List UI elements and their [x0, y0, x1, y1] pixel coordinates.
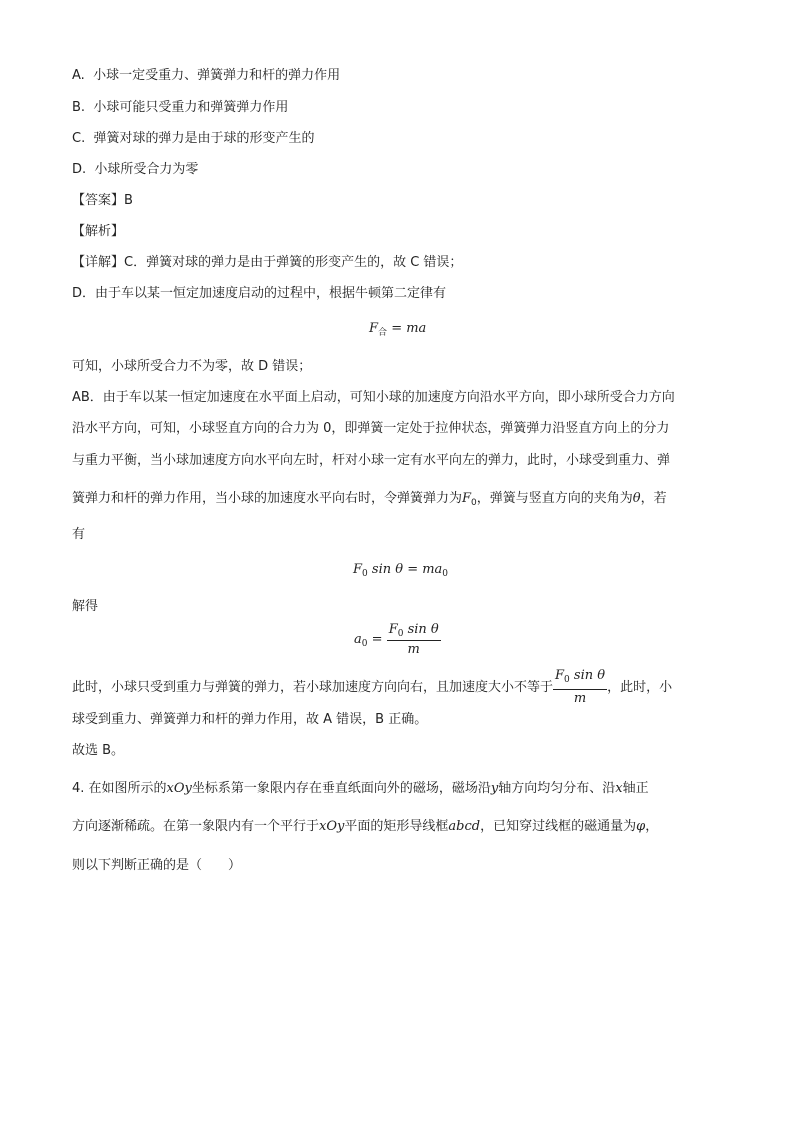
text: 轴正: [622, 781, 649, 796]
option-letter: A.: [72, 68, 85, 83]
y-symbol: y: [490, 781, 499, 796]
ab-text: ，若: [640, 491, 667, 506]
text: 轴方向均匀分布、沿: [498, 781, 616, 796]
detail-line-d: D．由于车以某一恒定加速度启动的过程中，根据牛顿第二定律有: [72, 286, 447, 301]
eq-equals: =: [371, 632, 383, 647]
q4-line-3: 则以下判断正确的是（ ）: [72, 858, 242, 873]
option-text: 小球一定受重力、弹簧弹力和杆的弹力作用: [93, 68, 341, 83]
option-letter: C.: [72, 131, 86, 146]
text: 此时，小球只受到重力与弹簧的弹力，若小球加速度方向向右，且加速度大小不等于: [72, 680, 554, 695]
eq-sub: 0: [442, 569, 449, 579]
ab-line-4: [72, 490, 667, 512]
phi-symbol: φ: [636, 819, 646, 834]
xoy-symbol: xOy: [166, 781, 192, 796]
theta-symbol: θ: [632, 491, 641, 506]
option-a: [72, 67, 340, 85]
ab-line-1: AB．由于车以某一恒定加速度在水平面上启动，可知小球的加速度方向沿水平方向，即小球所受合力方向: [72, 390, 675, 405]
equation-balance: [353, 562, 448, 579]
text: 平面的矩形导线框: [344, 819, 449, 834]
option-letter: D.: [72, 162, 87, 177]
text: ，已知穿过线框的磁通量为: [480, 819, 637, 834]
eq-sub: 0: [564, 675, 570, 685]
xoy-symbol: xOy: [319, 819, 345, 834]
line-after-a0: [72, 668, 672, 707]
q4-line-2: [72, 818, 658, 836]
option-text: 小球所受合力为零: [94, 162, 199, 177]
ab-line-2: 沿水平方向，可知，小球竖直方向的合力为 0，即弹簧一定处于拉伸状态，弹簧弹力沿竖直方向上的分力: [72, 421, 670, 436]
fraction-numerator: [553, 668, 607, 690]
eq-sub: 0: [397, 629, 404, 639]
choose-line: 故选 B。: [72, 743, 125, 758]
detail-text: C．弹簧对球的弹力是由于弹簧的形变产生的，故 C 错误；: [124, 255, 463, 270]
ab-text: 簧弹力和杆的弹力作用，当小球的加速度水平向右时，令弹簧弹力为: [72, 491, 463, 506]
fraction-denominator: m: [573, 691, 587, 706]
text: 4. 在如图所示的: [72, 781, 167, 796]
x-symbol: x: [615, 781, 623, 796]
fraction-denominator: m: [407, 642, 420, 657]
detail-tag: 【详解】: [72, 255, 125, 270]
text: ，此时，小: [607, 680, 673, 695]
inline-fraction: [553, 668, 607, 707]
ab-line-5: 有: [72, 527, 86, 542]
eq-part: sin θ: [569, 668, 606, 683]
eq-fraction: [387, 622, 441, 657]
option-letter: B.: [72, 100, 86, 115]
q4-line-1: [72, 780, 649, 798]
option-c: [72, 130, 315, 148]
equation-a0: [354, 622, 441, 657]
ab-line-3: 与重力平衡，当小球加速度方向水平向左时，杆对小球一定有水平向左的弹力，此时，小球受到重力、弹: [72, 453, 671, 468]
option-b: [72, 99, 288, 117]
analysis-tag: 【解析】: [72, 224, 125, 239]
f0-symbol: F: [462, 491, 472, 506]
eq-part: F: [353, 562, 363, 577]
text: ，: [645, 819, 659, 834]
equation-newton: [369, 321, 426, 338]
abcd-symbol: abcd: [448, 819, 481, 834]
text: 坐标系第一象限内存在垂直纸面向外的磁场，磁场沿: [191, 781, 491, 796]
eq-sub: 0: [361, 639, 368, 649]
jiede-label: 解得: [72, 599, 99, 614]
eq-lhs: a: [354, 632, 362, 647]
eq-lhs: F: [369, 321, 379, 336]
eq-part: sin θ = ma: [367, 562, 443, 577]
option-d: [72, 161, 198, 179]
option-text: 弹簧对球的弹力是由于球的形变产生的: [93, 131, 315, 146]
eq-rhs: = ma: [391, 321, 427, 336]
detail-line-d-conclusion: 可知，小球所受合力不为零，故 D 错误；: [72, 359, 312, 374]
line-final: 球受到重力、弹簧弹力和杆的弹力作用，故 A 错误，B 正确。: [72, 712, 428, 727]
answer-tag: 【答案】: [72, 193, 125, 208]
eq-part: F: [388, 622, 398, 637]
eq-sub: 合: [378, 328, 388, 338]
option-text: 小球可能只受重力和弹簧弹力作用: [93, 100, 289, 115]
f0-sub: 0: [471, 498, 477, 508]
fraction-numerator: [387, 622, 441, 641]
eq-sub: 0: [362, 569, 368, 579]
eq-part: sin θ: [403, 622, 439, 637]
text: 方向逐渐稀疏。在第一象限内有一个平行于: [72, 819, 320, 834]
detail-line-c: [72, 254, 462, 272]
ab-text: ，弹簧与竖直方向的夹角为: [476, 491, 633, 506]
eq-part: F: [555, 668, 565, 683]
answer-value: B: [124, 193, 133, 208]
answer-line: [72, 192, 133, 210]
